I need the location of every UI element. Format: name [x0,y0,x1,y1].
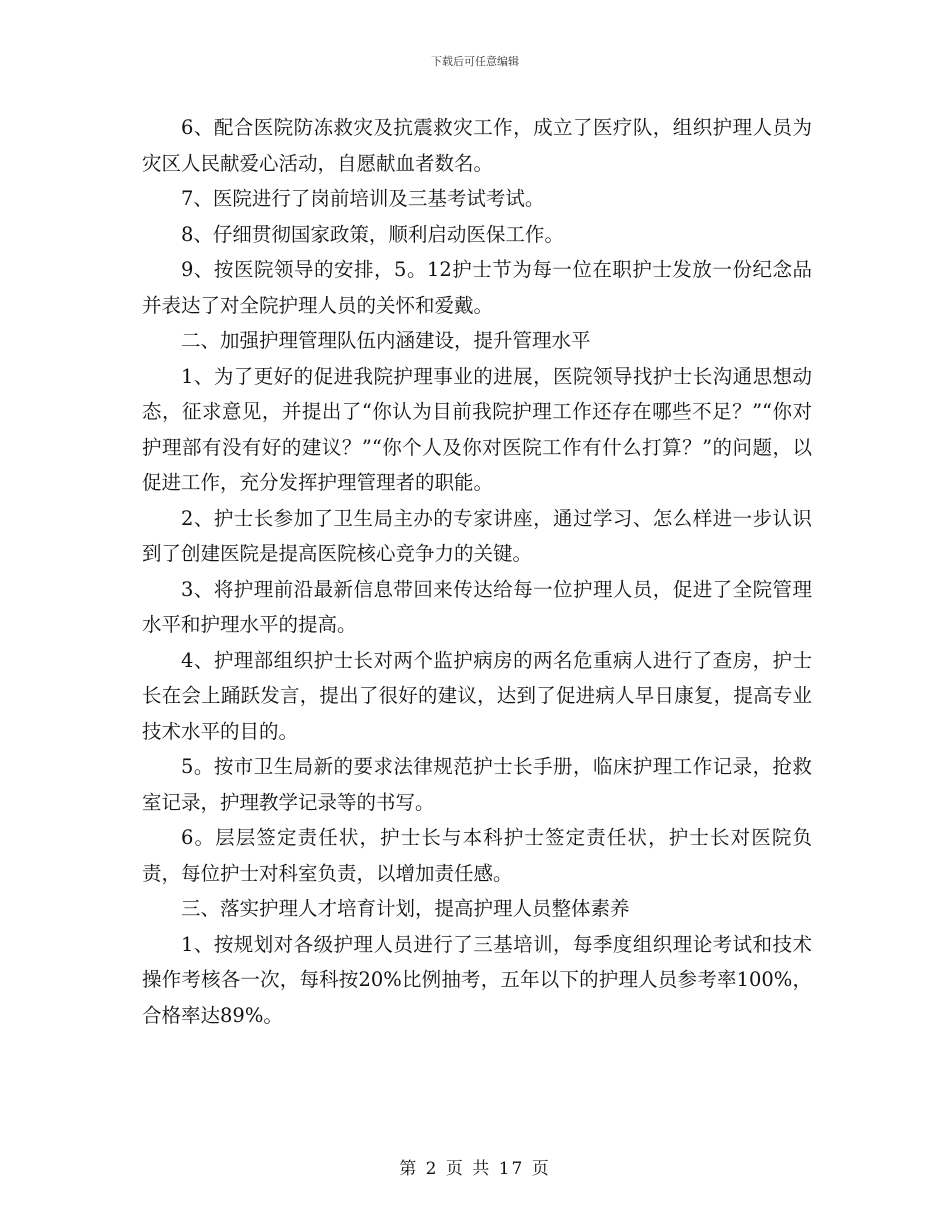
paragraph: 2、护士长参加了卫生局主办的专家讲座，通过学习、怎么样进一步认识到了创建医院是提高医院核心竞争力的关键。 [142,506,812,565]
paragraph: 8、仔细贯彻国家政策，顺利启动医保工作。 [181,222,564,246]
paragraph: 1、按规划对各级护理人员进行了三基培训，每季度组织理论考试和技术操作考核各一次，每科按20%比例抽考，五年以下的护理人员参考率100%，合格率达89%。 [142,932,812,1027]
document-body [142,110,812,1033]
paragraph: 7、医院进行了岗前培训及三基考试考试。 [181,187,545,210]
paragraph: 3、将护理前沿最新信息带回来传达给每一位护理人员，促进了全院管理水平和护理水平的提高。 [142,577,812,636]
section-heading: 二、加强护理管理队伍内涵建设，提升管理水平 [181,329,591,352]
paragraph: 1、为了更好的促进我院护理事业的进展，医院领导找护士长沟通思想动态，征求意见，并提出了“你认为目前我院护理工作还存在哪些不足？”“你对护理部有没有好的建议？”“你个人及你对医院工作有什么打算？”的问题，以促进工作，充分发挥护理管理者的职能。 [142,364,812,494]
paragraph: 6。层层签定责任状，护士长与本科护士签定责任状，护士长对医院负责，每位护士对科室负责，以增加责任感。 [142,826,812,885]
page-header: 下载后可任意编辑 [431,55,519,68]
paragraph: 4、护理部组织护士长对两个监护病房的两名危重病人进行了查房，护士长在会上踊跃发言，提出了很好的建议，达到了促进病人早日康复，提高专业技术水平的目的。 [142,648,812,743]
page-number: 第 2 页 共 17 页 [399,1159,551,1179]
paragraph: 5。按市卫生局新的要求法律规范护士长手册，临床护理工作记录，抢救室记录，护理教学记录等的书写。 [142,755,812,814]
paragraph: 6、配合医院防冻救灾及抗震救灾工作，成立了医疗队，组织护理人员为灾区人民献爱心活动，自愿献血者数名。 [142,116,812,175]
paragraph: 9、按医院领导的安排，5。12护士节为每一位在职护士发放一份纪念品并表达了对全院护理人员的关怀和爱戴。 [142,258,812,317]
section-heading: 三、落实护理人才培育计划，提高护理人员整体素养 [181,897,630,920]
